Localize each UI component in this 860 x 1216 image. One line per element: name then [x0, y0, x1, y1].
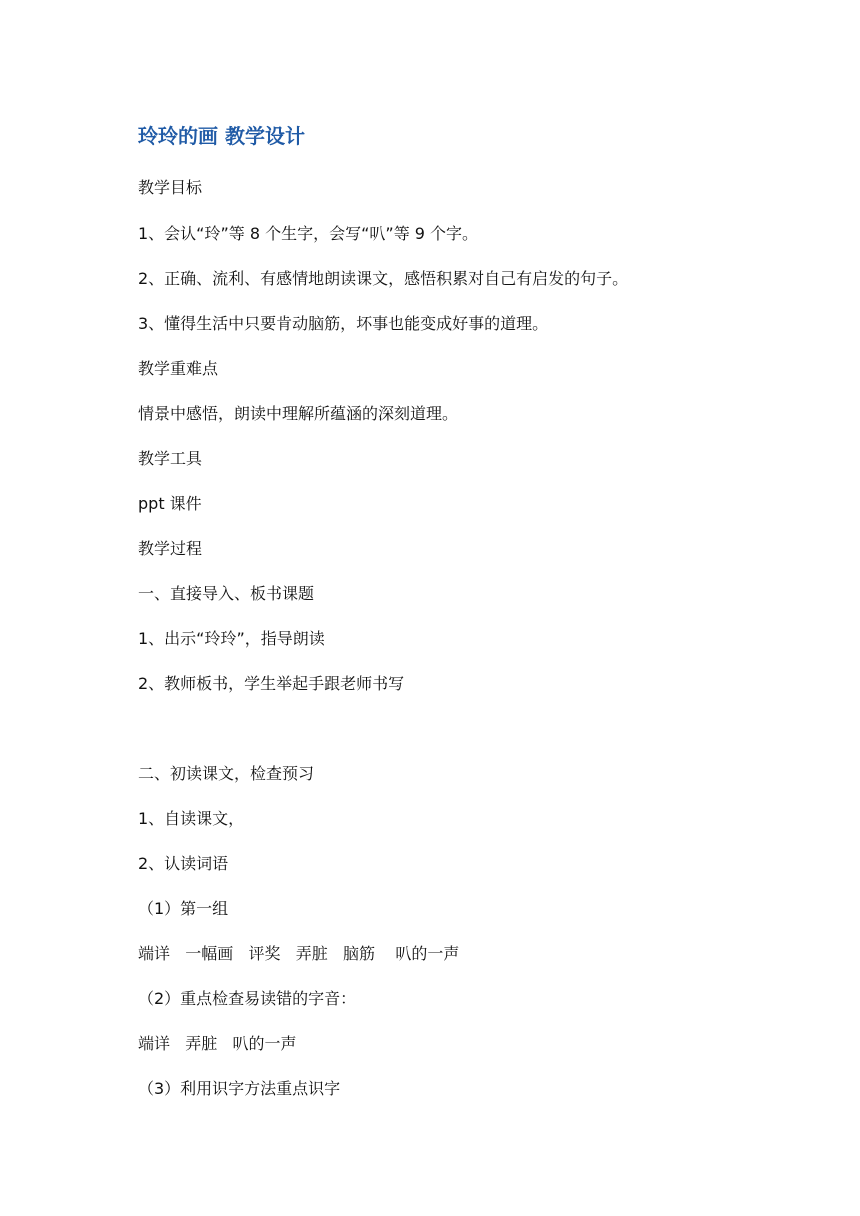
process-step-2-item-1: 1、自读课文， [138, 809, 245, 828]
key-points-text: 情景中感悟，朗读中理解所蕴涵的深刻道理。 [138, 404, 459, 423]
word-group-1-words: 端详 一幅画 评奖 弄脏 脑筋 叭的一声 [138, 944, 460, 963]
word-group-2-label: （2）重点检查易读错的字音： [138, 989, 357, 1008]
section-heading-tools: 教学工具 [138, 449, 203, 468]
process-step-1-heading: 一、直接导入、板书课题 [138, 584, 315, 603]
process-step-1-item-2: 2、教师板书，学生举起手跟老师书写 [138, 674, 405, 693]
process-step-2-item-2: 2、认读词语 [138, 854, 229, 873]
section-heading-objectives: 教学目标 [138, 178, 203, 197]
word-group-1-label: （1）第一组 [138, 899, 229, 918]
process-step-2-heading: 二、初读课文，检查预习 [138, 764, 315, 783]
section-heading-process: 教学过程 [138, 539, 203, 558]
word-group-3-label: （3）利用识字方法重点识字 [138, 1079, 341, 1098]
tools-text: ppt 课件 [138, 494, 202, 513]
objective-item-1: 1、会认“玲”等 8 个生字，会写“叭”等 9 个字。 [138, 224, 479, 243]
objective-item-2: 2、正确、流利、有感情地朗读课文，感悟积累对自己有启发的句子。 [138, 269, 629, 288]
objective-item-3: 3、懂得生活中只要肯动脑筋，坏事也能变成好事的道理。 [138, 314, 549, 333]
word-group-2-words: 端详 弄脏 叭的一声 [138, 1034, 297, 1053]
document-title: 玲玲的画 教学设计 [138, 124, 305, 148]
process-step-1-item-1: 1、出示“玲玲”，指导朗读 [138, 629, 325, 648]
section-heading-key-points: 教学重难点 [138, 359, 219, 378]
